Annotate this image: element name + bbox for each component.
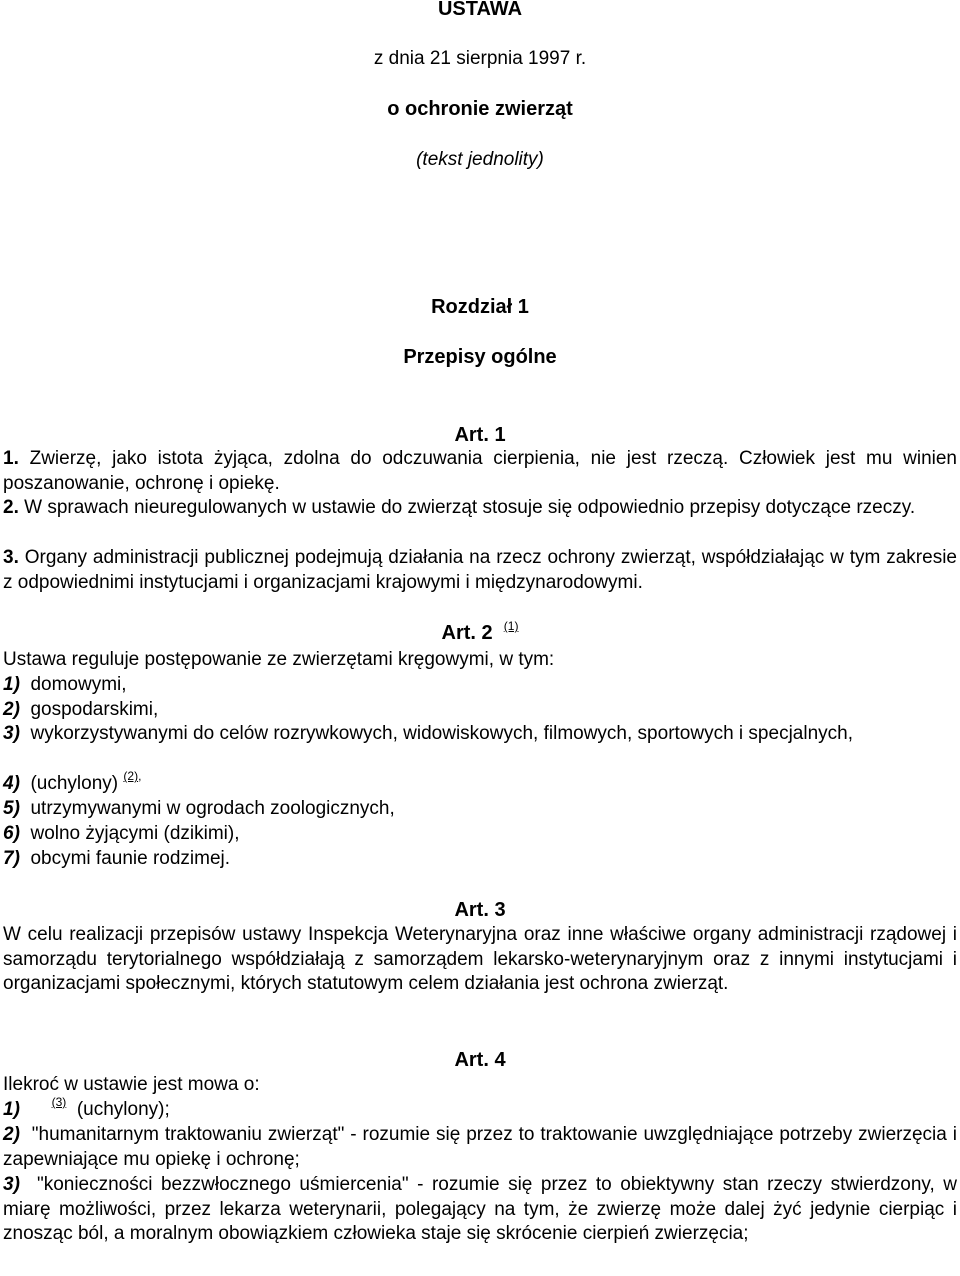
footnote-link-3[interactable]: (3) xyxy=(51,1095,67,1109)
act-subject: o ochronie zwierząt xyxy=(387,98,573,120)
art4-item-1 xyxy=(3,1095,170,1124)
paragraph-number: 2. xyxy=(3,497,19,518)
art4-heading: Art. 4 xyxy=(454,1049,506,1071)
paragraph-number: 1. xyxy=(3,448,19,469)
paragraph-text: W sprawach nieuregulowanych w ustawie do zwierząt stosuje się odpowiednio przepisy dotyczące rzeczy. xyxy=(18,497,916,518)
item-text: "konieczności bezzwłocznego uśmiercenia" - rozumie się przez to obiektywny stan rzeczy stwierdzony, w miarę możliwości, przez lekarza weterynarii, polegający na tym, że zwierzę może dalej żyć jedynie cierpiąc i znosząc ból, a moralnym obowiązkiem człowieka staje się skrócenie cierpień zwierzęcia; xyxy=(3,1174,957,1245)
item-text: "humanitarnym traktowaniu zwierząt" - rozumie się przez to traktowanie uwzględniające potrzeby zwierzęcia i zapewniające mu opiekę i ochronę; xyxy=(3,1124,957,1170)
art2-item-5 xyxy=(3,797,395,822)
chapter-title: Przepisy ogólne xyxy=(403,346,557,368)
art1-heading: Art. 1 xyxy=(454,424,506,446)
footnote-comma: , xyxy=(138,769,142,783)
item-number: 3) xyxy=(3,1174,20,1195)
item-number: 5) xyxy=(3,798,20,819)
item-number: 4) xyxy=(3,773,20,794)
paragraph-text: Zwierzę, jako istota żyjąca, zdolna do odczuwania cierpienia, nie jest rzeczą. Człowiek jest mu winien poszanowanie, ochronę i opiekę. xyxy=(3,448,957,494)
item-text: obcymi faunie rodzimej. xyxy=(30,848,231,869)
art2-item-6 xyxy=(3,822,240,847)
art1-paragraph-2 xyxy=(3,496,957,521)
art2-heading-text: Art. 2 xyxy=(441,622,493,644)
act-date: z dnia 21 sierpnia 1997 r. xyxy=(373,48,587,69)
paragraph-text: Organy administracji publicznej podejmują działania na rzecz ochrony zwierząt, współdziałając w tym zakresie z odpowiednimi instytucjami i organizacjami krajowymi i międzynarodowymi. xyxy=(3,547,957,593)
art2-item-3 xyxy=(3,722,957,747)
item-text: gospodarskimi, xyxy=(30,699,159,720)
item-number: 2) xyxy=(3,699,20,720)
paragraph-number: 3. xyxy=(3,547,19,568)
art4-item-2 xyxy=(3,1123,957,1172)
art4-item-3 xyxy=(3,1173,957,1247)
item-text: wolno żyjącymi (dzikimi), xyxy=(30,823,240,844)
art2-item-1 xyxy=(3,673,127,698)
item-number: 6) xyxy=(3,823,20,844)
art3-heading: Art. 3 xyxy=(454,899,506,921)
item-text: (uchylony); xyxy=(76,1099,170,1120)
item-number: 7) xyxy=(3,848,20,869)
item-text: wykorzystywanymi do celów rozrywkowych, widowiskowych, filmowych, sportowych i specjalnych, xyxy=(30,723,853,744)
chapter-label: Rozdział 1 xyxy=(431,296,529,318)
item-number: 2) xyxy=(3,1124,20,1145)
act-note: (tekst jednolity) xyxy=(416,149,544,170)
footnote-link-2[interactable]: (2) xyxy=(123,769,139,783)
item-text: domowymi, xyxy=(30,674,127,695)
art2-item-2 xyxy=(3,698,158,723)
art2-heading xyxy=(0,619,960,645)
act-title: USTAWA xyxy=(437,0,523,20)
item-number: 3) xyxy=(3,723,20,744)
art2-intro: Ustawa reguluje postępowanie ze zwierzętami kręgowymi, w tym: xyxy=(3,649,555,670)
item-number: 1) xyxy=(3,1099,20,1120)
item-number: 1) xyxy=(3,674,20,695)
art3-text: W celu realizacji przepisów ustawy Inspekcja Weterynaryjna oraz inne właściwe organy administracji rządowej i samorządu terytorialnego współdziałają z samorządem lekarsko-weterynaryjnym oraz z innymi instytucjami i organizacjami społecznymi, których statutowym celem działania jest ochrona zwierząt. xyxy=(3,924,957,995)
art2-item-7 xyxy=(3,847,230,872)
item-text: (uchylony) xyxy=(30,773,119,794)
art4-intro: Ilekroć w ustawie jest mowa o: xyxy=(3,1074,260,1095)
art1-paragraph-3 xyxy=(3,546,957,595)
footnote-link-1[interactable]: (1) xyxy=(503,619,519,633)
art1-paragraph-1 xyxy=(3,447,957,496)
item-text: utrzymywanymi w ogrodach zoologicznych, xyxy=(30,798,395,819)
art2-item-4 xyxy=(3,769,142,798)
